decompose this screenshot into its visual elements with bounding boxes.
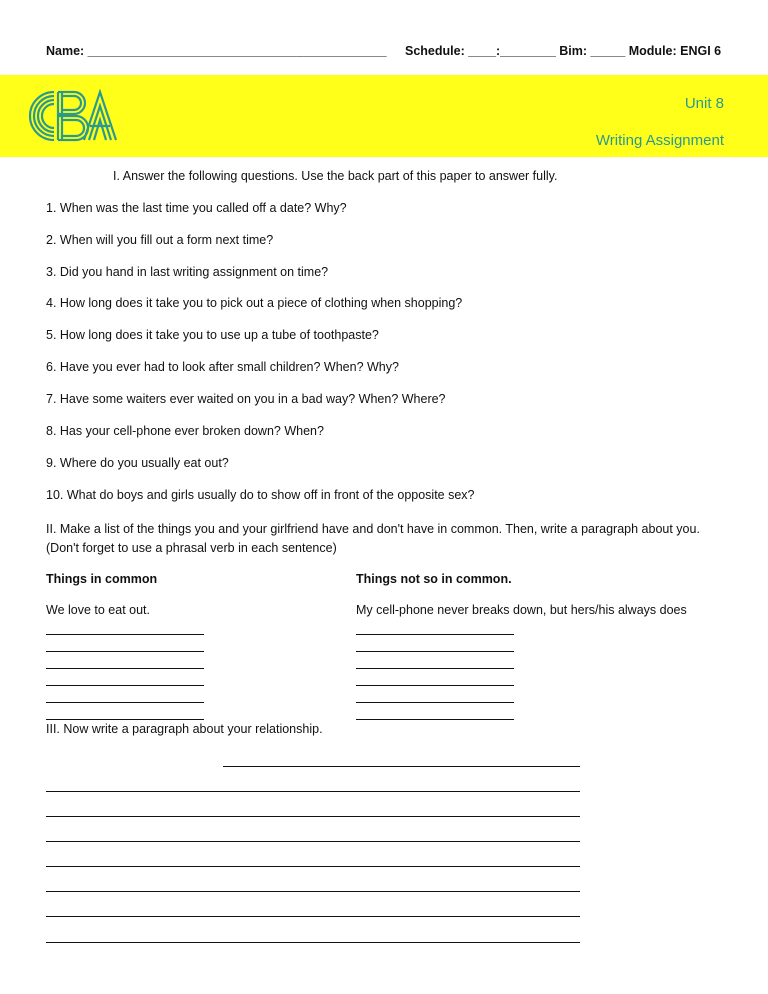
common-answer-line[interactable]: [46, 651, 204, 652]
section-3-instruction: III. Now write a paragraph about your relationship.: [46, 722, 323, 736]
common-answer-line[interactable]: [46, 634, 204, 635]
unit-title: Unit 8: [684, 95, 724, 112]
not-common-answer-line[interactable]: [356, 719, 514, 720]
section-2-instruction: II. Make a list of the things you and your girlfriend have and don't have in common. Then, write a paragraph about you. (Don't forget to use a phrasal verb in each sentence): [46, 522, 700, 555]
question-item: 8. Has your cell-phone ever broken down? When?: [46, 424, 324, 438]
section-1-instruction: I. Answer the following questions. Use the back part of this paper to answer fully.: [113, 169, 558, 183]
question-item: 2. When will you fill out a form next time?: [46, 233, 274, 247]
cba-logo-icon: [24, 86, 120, 149]
assignment-title: Writing Assignment: [595, 132, 724, 149]
paragraph-line[interactable]: [46, 916, 580, 917]
paragraph-line[interactable]: [46, 791, 580, 792]
not-common-answer-line[interactable]: [356, 651, 514, 652]
common-answer-line[interactable]: [46, 702, 204, 703]
not-common-answer-line[interactable]: [356, 685, 514, 686]
header-banner: [0, 75, 768, 157]
paragraph-line[interactable]: [46, 816, 580, 817]
paragraph-line[interactable]: [46, 891, 580, 892]
schedule-field-label: Schedule: ____:________ Bim: _____ Module: ENGI 6: [405, 44, 722, 58]
common-example: We love to eat out.: [46, 603, 150, 617]
name-field-label: Name: ___________________________________________: [46, 44, 387, 58]
not-common-answer-line[interactable]: [356, 702, 514, 703]
question-item: 1. When was the last time you called off a date? Why?: [46, 201, 347, 215]
paragraph-line[interactable]: [46, 841, 580, 842]
things-in-common-heading: Things in common: [46, 572, 158, 586]
not-common-example: My cell-phone never breaks down, but hers/his always does: [356, 603, 687, 617]
common-answer-line[interactable]: [46, 685, 204, 686]
question-item: 10. What do boys and girls usually do to show off in front of the opposite sex?: [46, 488, 475, 502]
question-item: 6. Have you ever had to look after small children? When? Why?: [46, 360, 399, 374]
question-item: 5. How long does it take you to use up a tube of toothpaste?: [46, 328, 379, 342]
question-item: 3. Did you hand in last writing assignment on time?: [46, 265, 329, 279]
common-answer-line[interactable]: [46, 719, 204, 720]
not-common-answer-line[interactable]: [356, 668, 514, 669]
question-item: 9. Where do you usually eat out?: [46, 456, 229, 470]
things-not-in-common-heading: Things not so in common.: [356, 572, 512, 586]
paragraph-line[interactable]: [46, 866, 580, 867]
paragraph-line[interactable]: [46, 942, 580, 943]
paragraph-line[interactable]: [223, 766, 580, 767]
not-common-answer-line[interactable]: [356, 634, 514, 635]
common-answer-line[interactable]: [46, 668, 204, 669]
question-item: 7. Have some waiters ever waited on you in a bad way? When? Where?: [46, 392, 446, 406]
question-item: 4. How long does it take you to pick out a piece of clothing when shopping?: [46, 296, 463, 310]
